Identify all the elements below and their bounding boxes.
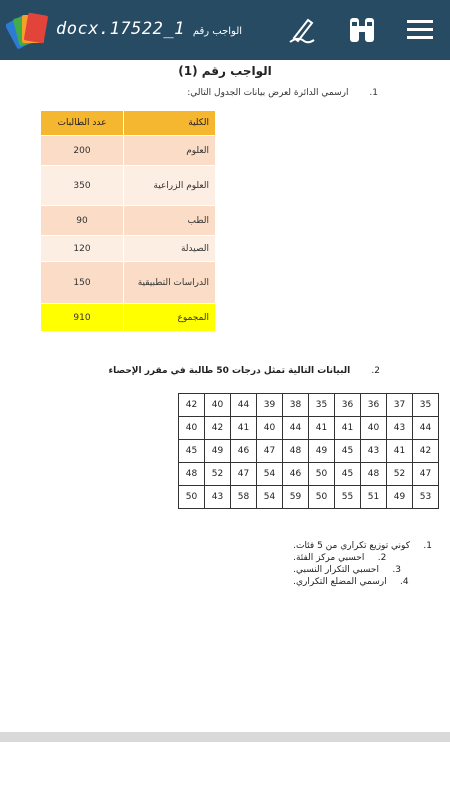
task-number: 1. (423, 541, 432, 551)
table-row (41, 236, 216, 262)
grade-cell: 49 (205, 440, 231, 463)
grade-cell: 37 (387, 394, 413, 417)
task-text: احسبي مركز الفئة. (293, 553, 365, 563)
total-row (41, 304, 216, 332)
header-count: عدد الطالبات (41, 111, 124, 136)
grade-cell: 59 (283, 486, 309, 509)
grade-cell: 50 (179, 486, 205, 509)
grade-cell: 44 (283, 417, 309, 440)
grade-cell: 44 (231, 394, 257, 417)
count-cell: 200 (41, 136, 124, 166)
task-number: 4. (399, 577, 409, 587)
grade-cell: 45 (335, 463, 361, 486)
grade-cell: 49 (387, 486, 413, 509)
count-cell: 150 (41, 262, 124, 304)
top-toolbar (0, 0, 450, 60)
grade-cell: 52 (387, 463, 413, 486)
grade-cell: 41 (335, 417, 361, 440)
grade-cell: 41 (387, 440, 413, 463)
grade-cell: 52 (205, 463, 231, 486)
grade-cell: 45 (335, 440, 361, 463)
faculty-cell: العلوم (124, 136, 216, 166)
grade-cell: 54 (257, 463, 283, 486)
grade-cell: 54 (257, 486, 283, 509)
grade-cell: 48 (361, 463, 387, 486)
count-cell: 350 (41, 166, 124, 206)
grade-cell: 48 (283, 440, 309, 463)
question-2-text: البيانات التالية تمثل درجات 50 طالبة في مقرر الإحصاء (108, 366, 351, 376)
list-item (293, 540, 432, 552)
grade-cell: 46 (283, 463, 309, 486)
page-separator (0, 732, 450, 742)
grade-cell: 41 (309, 417, 335, 440)
pen-icon[interactable] (286, 14, 318, 46)
app-logo-icon[interactable] (6, 10, 50, 52)
grade-cell: 42 (179, 394, 205, 417)
grade-cell: 36 (361, 394, 387, 417)
grade-cell (361, 440, 387, 463)
grade-cell: 42 (413, 440, 439, 463)
count-cell: 90 (41, 206, 124, 236)
list-item (293, 552, 432, 564)
grade-cell: 39 (257, 394, 283, 417)
task-number: 2. (377, 553, 387, 563)
grade-cell: 43 (205, 486, 231, 509)
grades-row (179, 486, 439, 509)
task-text: ارسمي المضلع التكراري. (293, 577, 387, 587)
faculty-cell: الطب (124, 206, 216, 236)
document-title (56, 19, 242, 45)
grade-cell: 48 (179, 463, 205, 486)
grade-cell: 40 (257, 417, 283, 440)
task-text: كوني توزيع تكراري من 5 فئات. (293, 541, 410, 551)
grade-cell: 35 (309, 394, 335, 417)
file-name: docx.17522_1 (56, 19, 185, 39)
faculty-cell: الدراسات التطبيقية (124, 262, 216, 304)
homework-title: الواجب رقم (1) (178, 64, 272, 78)
question-1-text: ارسمي الدائرة لعرض بيانات الجدول التالي: (187, 88, 349, 98)
grade-cell: 47 (231, 463, 257, 486)
count-cell: 120 (41, 236, 124, 262)
table-row (41, 166, 216, 206)
grade-cell: 53 (413, 486, 439, 509)
total-count-cell: 910 (41, 304, 124, 332)
grades-row (179, 440, 439, 463)
list-item (293, 576, 432, 588)
faculty-cell: الصيدلة (124, 236, 216, 262)
task-text: احسبي التكرار النسبي. (293, 565, 379, 575)
grade-cell: 47 (413, 463, 439, 486)
grade-cell: 40 (179, 417, 205, 440)
grade-cell: 40 (205, 394, 231, 417)
faculty-table (40, 110, 216, 332)
table-row (41, 262, 216, 304)
grade-cell: 44 (413, 417, 439, 440)
grade-cell: 50 (309, 463, 335, 486)
grades-table (178, 393, 439, 509)
binoculars-icon[interactable] (346, 14, 378, 46)
grade-cell: 58 (231, 486, 257, 509)
grade-cell: 43 (387, 417, 413, 440)
grade-cell: 50 (309, 486, 335, 509)
list-item (293, 564, 432, 576)
task-number: 3. (392, 565, 401, 575)
grade-cell: 51 (361, 486, 387, 509)
table-row (41, 206, 216, 236)
grade-cell: 49 (309, 440, 335, 463)
question-1 (187, 88, 378, 98)
question-2-number: 2. (371, 366, 380, 376)
task-list (293, 540, 432, 588)
grade-cell: 36 (335, 394, 361, 417)
document-page (0, 60, 450, 732)
table-row (41, 136, 216, 166)
grade-cell: 41 (231, 417, 257, 440)
grade-value: 43 (367, 446, 380, 456)
header-faculty: الكلية (124, 111, 216, 136)
grade-cell: 46 (231, 440, 257, 463)
grades-row (179, 394, 439, 417)
grade-cell: 42 (205, 417, 231, 440)
question-2 (108, 366, 380, 376)
grade-cell: 38 (283, 394, 309, 417)
total-label-cell: المجموع (124, 304, 216, 332)
grade-cell: 35 (413, 394, 439, 417)
grade-cell: 40 (361, 417, 387, 440)
grade-cell: 55 (335, 486, 361, 509)
grades-row (179, 417, 439, 440)
grade-cell: 47 (257, 440, 283, 463)
grades-row (179, 463, 439, 486)
window-title: الواجب رقم (192, 26, 243, 37)
question-1-number: 1. (369, 88, 378, 98)
bottom-blank-area (0, 742, 450, 800)
menu-icon[interactable] (404, 14, 436, 46)
faculty-cell: العلوم الزراعية (124, 166, 216, 206)
grade-cell: 45 (179, 440, 205, 463)
